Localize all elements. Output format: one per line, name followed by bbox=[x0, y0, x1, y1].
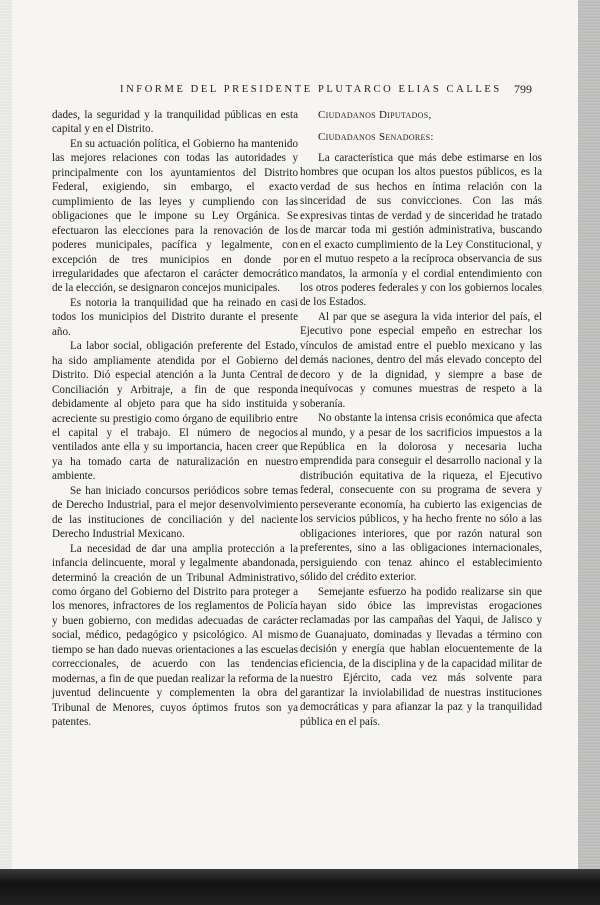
scan-edge-right bbox=[578, 0, 600, 905]
running-head: INFORME DEL PRESIDENTE PLUTARCO ELIAS CALLES bbox=[120, 84, 502, 95]
page-number: 799 bbox=[514, 82, 532, 96]
paragraph: La característica que más debe estimarse en los hombres que ocupan los altos puestos públicos, es la verdad de sus hechos en íntima relación con la sinceridad de sus convicciones. Con las más expresivas tintas de verdad y de sinceridad he tratado de marcar toda mi gestión administrativa, buscando en el exacto cumplimiento de la Ley Constitucional, y en el mutuo respeto a la recíproca observancia de sus mandatos, la armonía y el cordial entendimiento con los otros poderes federales y con los gobiernos locales de los Estados. bbox=[300, 151, 542, 309]
scan-edge-bottom bbox=[0, 869, 600, 905]
paragraph: La necesidad de dar una amplia protección a la infancia delincuente, moral y legalmente abandonada, determinó la creación de un Tribunal Administrativo, como órgano del Gobierno del Distrito para proteger a los menores, infractores de los reglamentos de Policía y buen gobierno, con medidas adecuadas de carácter social, médico, pedagógico y psicológico. Al mismo tiempo se han dado nuevas orientaciones a las escuelas correccionales, de acuerdo con las tendencias modernas, a fin de que puedan realizar la reforma de la juventud delincuente y complementen la obra del Tribunal de Menores, cuyos óptimos frutos son ya patentes. bbox=[52, 542, 298, 729]
paragraph: La labor social, obligación preferente del Estado, ha sido ampliamente atendida por el Gobierno del Distrito. Dió especial atención a la Junta Central de Conciliación y Arbitraje, a fin de que responda debidamente al objeto para que ha sido instituida y acreciente su prestigio como órgano de equilibrio entre el capital y el trabajo. El número de negocios ventilados ante ella y su importancia, hacen creer que ya ha tomado carta de naturalización en nuestro ambiente. bbox=[52, 340, 298, 483]
paragraph: dades, la seguridad y la tranquilidad públicas en esta capital y en el Distrito. bbox=[52, 109, 298, 136]
scan-edge-left bbox=[0, 0, 12, 905]
paragraph: Se han iniciado concursos periódicos sobre temas de Derecho Industrial, para el mejor desenvolvimiento de las instituciones de conciliación y del naciente Derecho Industrial Mexicano. bbox=[52, 484, 298, 541]
paragraph: Semejante esfuerzo ha podido realizarse sin que hayan sido óbice las imprevistas erogaciones reclamadas por las campañas del Yaqui, de Jalisco y de Guanajuato, dominadas y llevadas a término con decisión y energía que hablan elocuentemente de la eficiencia, de la disciplina y de la capacidad militar de nuestro Ejército, cada vez más solvente para garantizar la inviolabilidad de nuestras instituciones democráticas y para afianzar la paz y la tranquilidad pública en el país. bbox=[300, 585, 542, 728]
paragraph: No obstante la intensa crisis económica que afecta al mundo, y a pesar de los sacrificios impuestos a la República en la dolorosa y necesaria lucha emprendida para conseguir el desarrollo nacional y la distribución equitativa de la riqueza, el Ejecutivo federal, consecuente con su programa de severa y perseverante economía, ha cubierto las exigencias de los servicios públicos, y ha hecho frente no sólo a las obligaciones interiores, que por razón natural son preferentes, sino a las obligaciones internacionales, persiguiendo con tenaz ahinco el establecimiento sólido del crédito exterior. bbox=[300, 412, 542, 584]
salutation-senadores: Ciudadanos Senadores: bbox=[318, 131, 434, 144]
paragraph: Es notoria la tranquilidad que ha reinado en casi todos los municipios del Distrito durante el presente año. bbox=[52, 296, 298, 338]
paragraph: En su actuación política, el Gobierno ha mantenido las mejores relaciones con todas las autoridades y principalmente con los ayuntamientos del Distrito Federal, exigiendo, sin embargo, el exacto cumplimiento de las leyes y cumpliendo con las obligaciones que le impone su Ley Orgánica. Se efectuaron las elecciones para la renovación de los poderes municipales, pacífica y legalmente, con excepción de tres municipios en donde por irregularidades que afectaron el carácter democrático de la elección, se designaron concejos municipales. bbox=[52, 137, 298, 295]
left-column bbox=[52, 108, 298, 729]
right-column bbox=[300, 108, 542, 729]
page-header bbox=[62, 84, 532, 100]
salutation-diputados: Ciudadanos Diputados, bbox=[318, 109, 432, 121]
paragraph: Al par que se asegura la vida interior del país, el Ejecutivo pone especial empeño en estrechar los vínculos de amistad entre el pueblo mexicano y las demás naciones, dentro del más elevado concepto del decoro y de la dignidad, y siempre a base de inequívocas y comunes muestras de respeto a la soberanía. bbox=[300, 310, 542, 410]
